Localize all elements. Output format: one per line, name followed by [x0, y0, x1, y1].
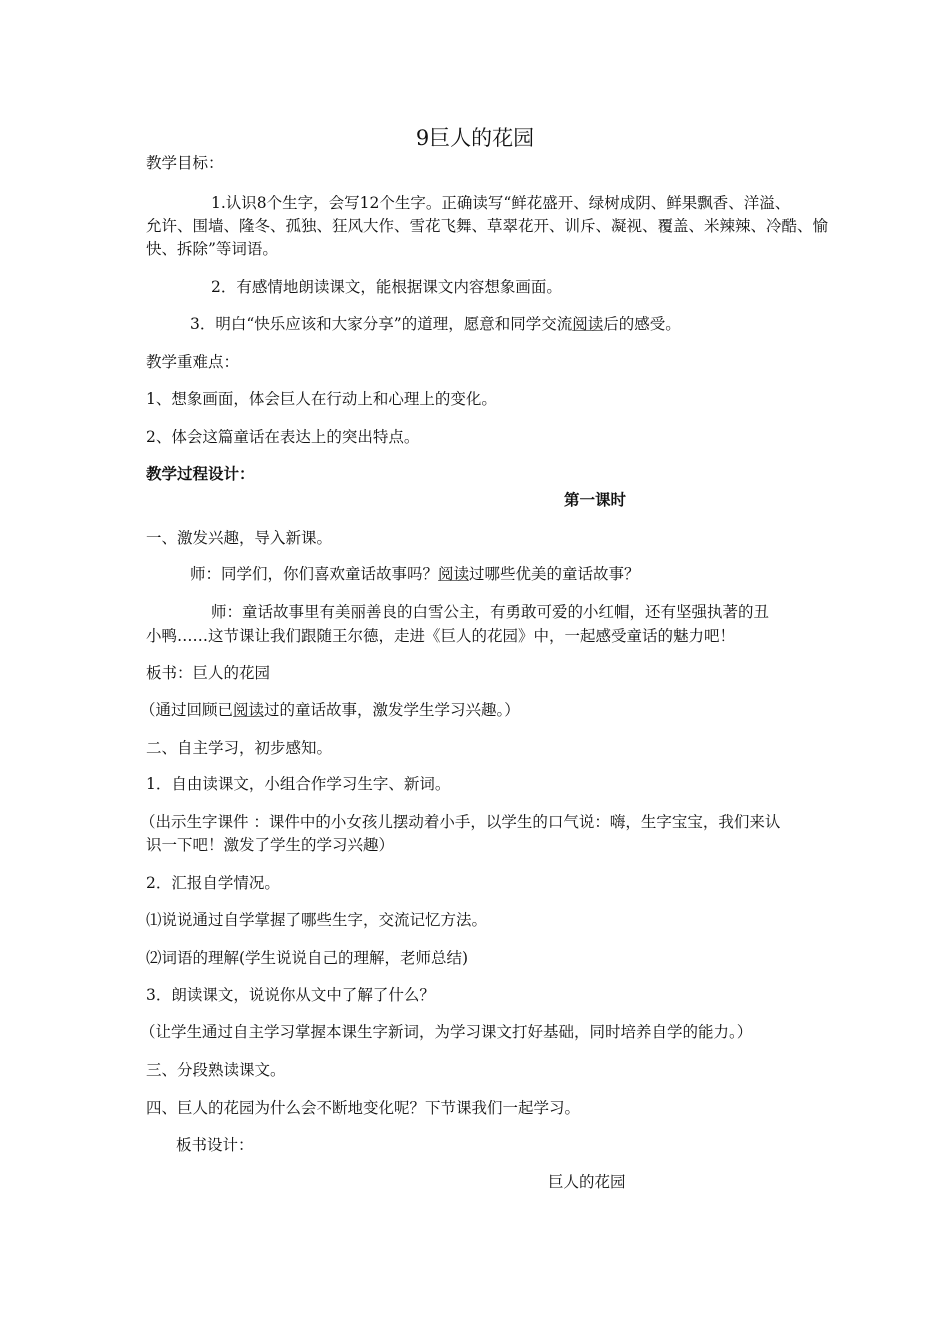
goal-1-line-3: 快、拆除”等词语。 [146, 240, 278, 258]
step-2-2: 2．汇报自学情况。 [146, 874, 280, 892]
section-3: 三、分段熟读课文。 [146, 1061, 286, 1079]
goal-3-text-end: 后的感受。 [603, 315, 681, 333]
reading-link[interactable]: 阅读 [572, 315, 604, 333]
goal-3-text: 3．明白“快乐应该和大家分享”的道理，愿意和同学交流 [190, 315, 573, 333]
board-design-title: 巨人的花园 [548, 1173, 626, 1191]
teacher-line-1-text-end: 过哪些优美的童话故事？ [469, 565, 640, 583]
board-note: 板书：巨人的花园 [146, 664, 271, 682]
section-4: 四、巨人的花园为什么会不断地变化呢？下节课我们一起学习。 [146, 1099, 581, 1117]
note-2-line-2: 识一下吧！激发了学生的学习兴趣） [146, 836, 395, 854]
goal-1-line-1: 1.认识8个生字，会写12个生字。正确读写“鲜花盛开、绿树成阴、鲜果飘香、洋溢、 [211, 194, 791, 212]
teacher-line-2-part-2: 小鸭……这节课让我们跟随王尔德，走进《巨人的花园》中，一起感受童话的魅力吧！ [146, 627, 736, 645]
goal-3 [190, 314, 681, 334]
goal-2: 2．有感情地朗读课文，能根据课文内容想象画面。 [211, 278, 562, 296]
goals-heading: 教学目标： [146, 154, 224, 172]
teacher-line-2-part-1: 师：童话故事里有美丽善良的白雪公主，有勇敢可爱的小红帽，还有坚强执著的丑 [211, 603, 770, 621]
difficulty-heading: 教学重难点： [146, 353, 240, 371]
note-1 [140, 700, 520, 720]
step-2-2-a: ⑴说说通过自学掌握了哪些生字，交流记忆方法。 [146, 911, 488, 929]
process-heading: 教学过程设计： [146, 464, 255, 483]
difficulty-2: 2、体会这篇童话在表达上的突出特点。 [146, 428, 420, 446]
page-title: 9巨人的花园 [415, 126, 535, 150]
step-2-1: 1．自由读课文，小组合作学习生字、新词。 [146, 775, 451, 793]
note-1-text: （通过回顾已 [140, 701, 234, 719]
section-1: 一、激发兴趣，导入新课。 [146, 529, 333, 547]
reading-link[interactable]: 阅读 [438, 565, 470, 583]
step-2-3: 3．朗读课文，说说你从文中了解了什么？ [146, 986, 435, 1004]
reading-link[interactable]: 阅读 [233, 701, 265, 719]
board-design-label: 板书设计： [176, 1136, 254, 1154]
note-1-text-end: 过的童话故事，激发学生学习兴趣。） [264, 701, 520, 719]
section-2: 二、自主学习，初步感知。 [146, 739, 333, 757]
goal-1-line-2: 允许、围墙、隆冬、孤独、狂风大作、雪花飞舞、草翠花开、训斥、凝视、覆盖、米辣辣、冷酷、愉 [146, 217, 829, 235]
note-2-line-1: （出示生字课件 ：课件中的小女孩儿摆动着小手，以学生的口气说：嗨，生字宝宝，我们来认 [140, 813, 781, 831]
note-3: （让学生通过自主学习掌握本课生字新词，为学习课文打好基础，同时培养自学的能力。） [140, 1023, 753, 1041]
step-2-2-b: ⑵词语的理解(学生说说自己的理解，老师总结) [146, 949, 469, 967]
difficulty-1: 1、想象画面，体会巨人在行动上和心理上的变化。 [146, 390, 497, 408]
lesson-heading: 第一课时 [564, 490, 627, 509]
teacher-line-1-text: 师：同学们，你们喜欢童话故事吗？ [190, 565, 439, 583]
teacher-line-1 [190, 564, 640, 584]
